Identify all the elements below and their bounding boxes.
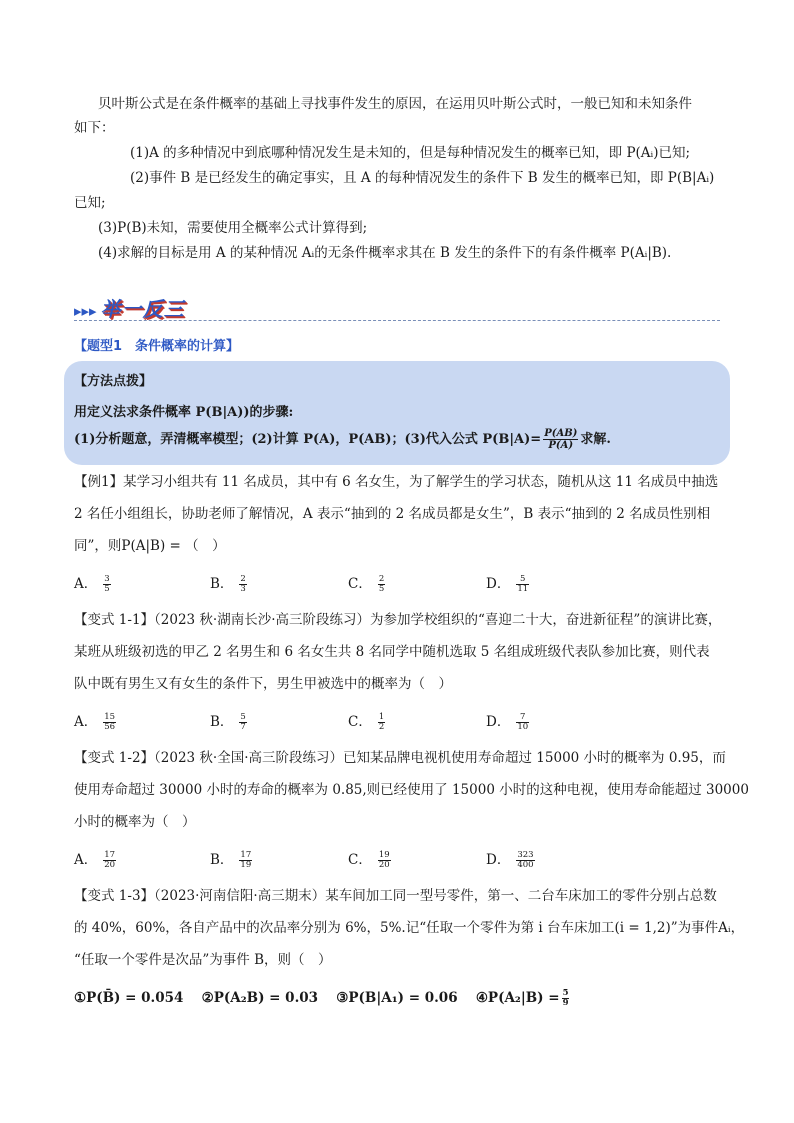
- option-c: C． $\frac{1}{2}$: [348, 712, 385, 732]
- intro-item-4: (4)求解的目标是用 A 的某种情况 Aᵢ的无条件概率求其在 B 发生的条件下的有条件概率 P(Aᵢ|B).: [98, 245, 672, 261]
- variant13-line-3: “任取一个零件是次品”为事件 B，则（ ）: [74, 952, 332, 968]
- method-title: 【方法点拨】: [74, 374, 153, 389]
- statement-4-fraction: $\frac{5}{9}$: [562, 988, 569, 1008]
- intro-line-1: 贝叶斯公式是在条件概率的基础上寻找事件发生的原因，在运用贝叶斯公式时，一般已知和未知条件: [98, 96, 692, 112]
- option-c: C． $\frac{2}{5}$: [348, 574, 385, 594]
- statement-3: ③P(B|A₁) = 0.06: [336, 990, 458, 1006]
- example1-line-3: 同”，则P(A|B) = （ ）: [74, 538, 226, 554]
- section-heading: 【题型1 条件概率的计算】: [74, 339, 240, 354]
- option-c: C． $\frac{19}{20}$: [348, 850, 390, 870]
- banner-arrows-icon: ▸▸▸: [74, 302, 97, 320]
- example1-line-2: 2 名任小组组长，协助老师了解情况，A 表示“抽到的 2 名成员都是女生”，B 表示“抽到的 2 名成员性别相: [74, 506, 711, 522]
- variant13-line-2: 的 40%，60%，各自产品中的次品率分别为 6%，5%.记“任取一个零件为第 i 台车床加工(i = 1,2)”为事件Aᵢ，: [74, 920, 745, 936]
- option-a: A． $\frac{3}{5}$: [74, 574, 110, 594]
- option-d: D． $\frac{7}{10}$: [486, 712, 529, 732]
- variant11-line-2: 某班从班级初选的甲乙 2 名男生和 6 名女生共 8 名同学中随机选取 5 名组成班级代表队参加比赛，则代表: [74, 644, 710, 660]
- option-a: A． $\frac{17}{20}$: [74, 850, 116, 870]
- statement-1: ①P(B̄) = 0.054: [74, 990, 184, 1006]
- variant11-line-3: 队中既有男生又有女生的条件下，男生甲被选中的概率为（ ）: [74, 676, 452, 692]
- statement-4: ④P(A₂|B) =: [475, 990, 560, 1006]
- intro-item-3: (3)P(B)未知，需要使用全概率公式计算得到;: [98, 220, 368, 236]
- intro-item-1: (1)A 的多种情况中到底哪种情况发生是未知的，但是每种情况发生的概率已知，即 P(Aᵢ)已知;: [130, 145, 691, 161]
- example1-line-1: 【例1】某学习小组共有 11 名成员，其中有 6 名女生，为了解学生的学习状态，随机从这 11 名成员中抽选: [74, 474, 719, 490]
- variant13-line-1: 【变式 1-3】（2023·河南信阳·高三期末）某车间加工同一型号零件，第一、二台车床加工的零件分别占总数: [74, 888, 717, 904]
- statement-2: ②P(A₂B) = 0.03: [201, 990, 319, 1006]
- variant12-line-3: 小时的概率为（ ）: [74, 814, 196, 830]
- option-b: B． $\frac{17}{19}$: [210, 850, 252, 870]
- option-d: D． $\frac{5}{11}$: [486, 574, 529, 594]
- variant11-line-1: 【变式 1-1】（2023 秋·湖南长沙·高三阶段练习）为参加学校组织的“喜迎二十大，奋进新征程”的演讲比赛，: [74, 612, 722, 628]
- dashed-divider: [74, 320, 720, 321]
- option-a: A． $\frac{15}{56}$: [74, 712, 116, 732]
- option-b: B． $\frac{2}{3}$: [210, 574, 246, 594]
- variant13-statements: [74, 986, 571, 1010]
- intro-item-2a: (2)事件 B 是已经发生的确定事实，且 A 的每种情况发生的条件下 B 发生的概率已知，即 P(B|Aᵢ): [130, 170, 715, 186]
- method-line-2-end: 求解.: [580, 432, 611, 447]
- banner-title: 举一反三: [100, 297, 185, 321]
- intro-line-2: 如下：: [74, 120, 115, 136]
- method-line-1: 用定义法求条件概率 P(B|A))的步骤:: [74, 405, 294, 420]
- option-b: B． $\frac{5}{7}$: [210, 712, 246, 732]
- variant12-line-2: 使用寿命超过 30000 小时的寿命的概率为 0.85,则已经使用了 15000 小时的这种电视，使用寿命能超过 30000: [74, 782, 749, 798]
- method-line-2-text: (1)分析题意，弄清概率模型；(2)计算 P(A)，P(AB)；(3)代入公式 P(B|A)=: [74, 432, 542, 447]
- option-d: D． $\frac{323}{400}$: [486, 850, 534, 870]
- conditional-probability-formula: $\frac{P(AB)}{P(A)}$: [544, 428, 578, 451]
- section-banner: [74, 293, 185, 322]
- variant12-line-1: 【变式 1-2】（2023 秋·全国·高三阶段练习）已知某品牌电视机使用寿命超过 15000 小时的概率为 0.95，而: [74, 750, 726, 766]
- method-line-2: [74, 428, 611, 451]
- intro-item-2b: 已知;: [74, 195, 106, 211]
